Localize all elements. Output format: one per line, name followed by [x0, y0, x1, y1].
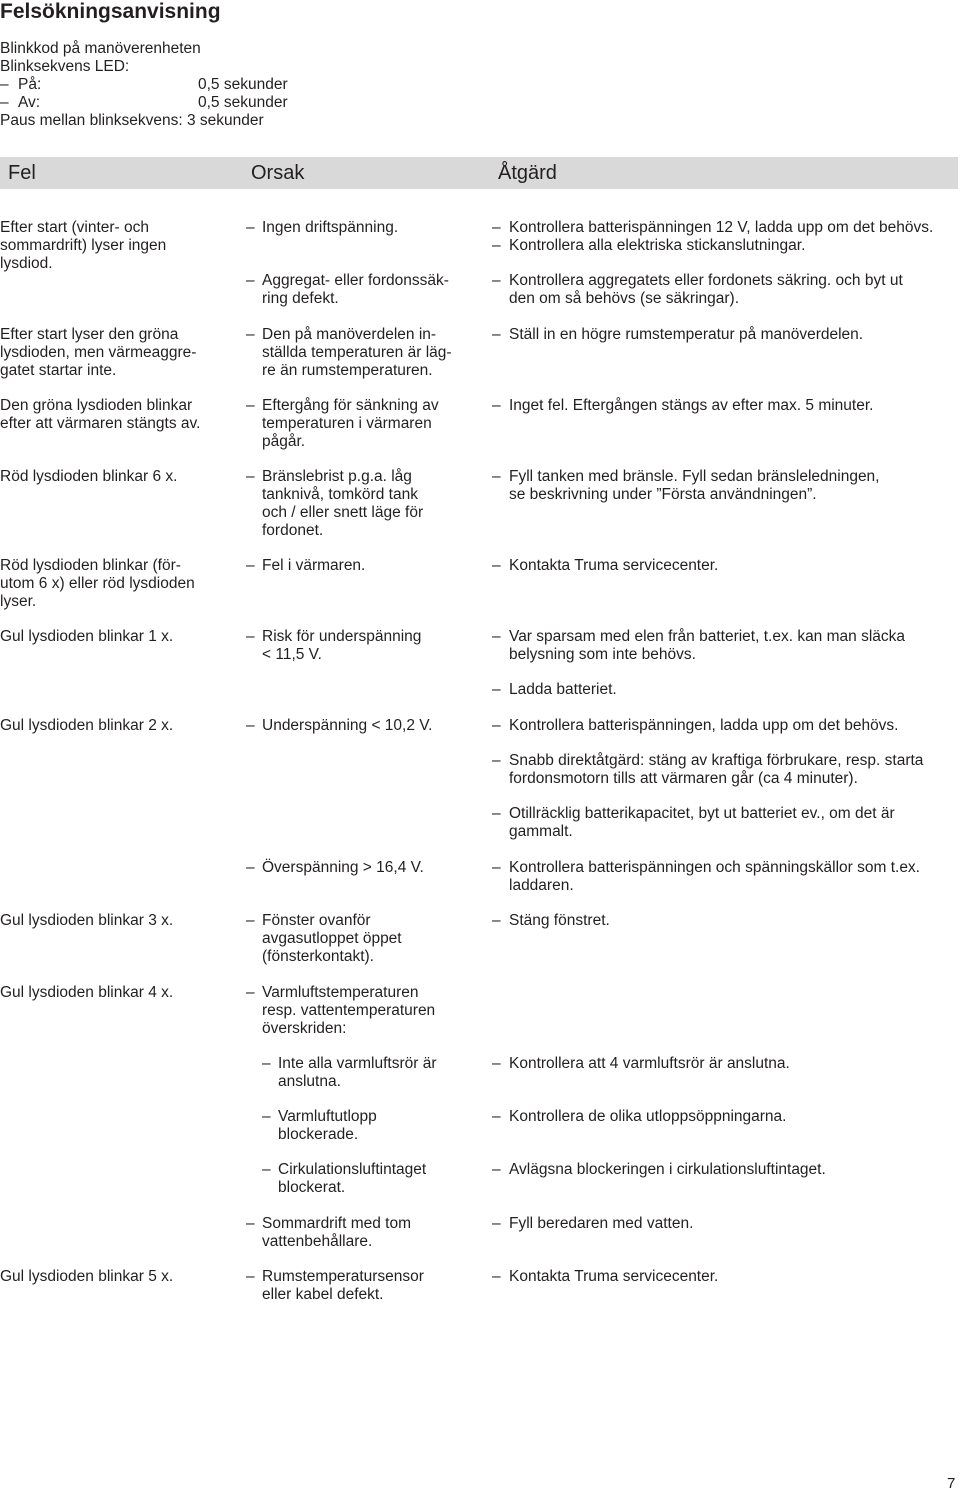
- dash-bullet: –: [492, 1055, 501, 1072]
- sub-orsak-cell: Inte alla varmluftsrör är anslutna.: [278, 1055, 437, 1090]
- orsak-cell: Risk för underspänning < 11,5 V.: [262, 628, 422, 663]
- fel-cell: Gul lysdioden blinkar 2 x.: [0, 717, 174, 734]
- dash-bullet: –: [246, 397, 255, 414]
- atgard-cell: Kontrollera aggregatets eller fordonets säkring. och byt ut den om så behövs (se säkringar).: [509, 272, 903, 307]
- intro-on-label: På:: [18, 76, 42, 93]
- fel-cell: Gul lysdioden blinkar 3 x.: [0, 912, 174, 929]
- dash-bullet: –: [246, 219, 255, 236]
- dash-bullet: –: [492, 272, 501, 289]
- dash-bullet: –: [492, 468, 501, 485]
- orsak-cell: Aggregat- eller fordonssäk- ring defekt.: [262, 272, 449, 307]
- atgard-cell: Kontrollera batterispänningen och spänningskällor som t.ex. laddaren.: [509, 859, 920, 894]
- orsak-cell: Underspänning < 10,2 V.: [262, 717, 433, 734]
- orsak-cell: Överspänning > 16,4 V.: [262, 859, 424, 876]
- fel-cell: Röd lysdioden blinkar (för- utom 6 x) eller röd lysdioden lyser.: [0, 557, 195, 610]
- header-orsak: Orsak: [251, 162, 305, 184]
- dash-bullet: –: [492, 397, 501, 414]
- fel-cell: Gul lysdioden blinkar 1 x.: [0, 628, 174, 645]
- dash-bullet: –: [492, 681, 501, 698]
- atgard-cell: Inget fel. Eftergången stängs av efter max. 5 minuter.: [509, 397, 874, 414]
- dash-bullet: –: [262, 1108, 271, 1125]
- fel-cell: Efter start (vinter- och sommardrift) lyser ingen lysdiod.: [0, 219, 167, 272]
- fel-cell: Gul lysdioden blinkar 5 x.: [0, 1268, 174, 1285]
- dash-bullet: –: [492, 859, 501, 876]
- dash-bullet: –: [492, 1268, 501, 1285]
- intro-line: Blinksekvens LED:: [0, 58, 130, 75]
- atgard-cell: Fyll tanken med bränsle. Fyll sedan bränsleledningen, se beskrivning under ”Första användningen”.: [509, 468, 880, 503]
- dash-bullet: –: [262, 1161, 271, 1178]
- dash-bullet: –: [492, 1161, 501, 1178]
- orsak-cell: Varmluftstemperaturen resp. vattentemperaturen överskriden:: [262, 984, 436, 1037]
- atgard-cell: Kontrollera de olika utloppsöppningarna.: [509, 1108, 787, 1125]
- orsak-cell: Eftergång för sänkning av temperaturen i värmaren pågår.: [262, 397, 439, 450]
- dash-bullet: –: [262, 1055, 271, 1072]
- dash-bullet: –: [492, 219, 501, 236]
- fel-cell: Röd lysdioden blinkar 6 x.: [0, 468, 178, 485]
- orsak-cell: Fel i värmaren.: [262, 557, 366, 574]
- dash-bullet: –: [492, 326, 501, 343]
- intro-line: Blinkkod på manöverenheten: [0, 40, 201, 57]
- dash-bullet: –: [0, 76, 9, 93]
- atgard-cell: Fyll beredaren med vatten.: [509, 1215, 694, 1232]
- dash-bullet: –: [492, 237, 501, 254]
- dash-bullet: –: [492, 628, 501, 645]
- fel-cell: Gul lysdioden blinkar 4 x.: [0, 984, 174, 1001]
- atgard-cell: Kontrollera att 4 varmluftsrör är anslutna.: [509, 1055, 790, 1072]
- orsak-cell: Fönster ovanför avgasutloppet öppet (fönsterkontakt).: [262, 912, 402, 965]
- atgard-cell: Snabb direktåtgärd: stäng av kraftiga förbrukare, resp. starta fordonsmotorn tills att värmaren går (ca 4 minuter).: [509, 752, 924, 787]
- dash-bullet: –: [246, 912, 255, 929]
- header-atgard: Åtgärd: [498, 162, 557, 184]
- atgard-cell: Var sparsam med elen från batteriet, t.ex. kan man släcka belysning som inte behövs.: [509, 628, 906, 663]
- intro-off-value: 0,5 sekunder: [198, 94, 288, 111]
- dash-bullet: –: [492, 1108, 501, 1125]
- dash-bullet: –: [246, 628, 255, 645]
- dash-bullet: –: [492, 912, 501, 929]
- dash-bullet: –: [492, 557, 501, 574]
- atgard-cell: Kontrollera alla elektriska stickanslutningar.: [509, 237, 806, 254]
- dash-bullet: –: [0, 94, 9, 111]
- dash-bullet: –: [246, 557, 255, 574]
- fel-cell: Efter start lyser den gröna lysdioden, men värmeaggre- gatet startar inte.: [0, 326, 197, 379]
- orsak-cell: Rumstemperatursensor eller kabel defekt.: [262, 1268, 424, 1303]
- atgard-cell: Kontrollera batterispänningen, ladda upp om det behövs.: [509, 717, 899, 734]
- dash-bullet: –: [246, 984, 255, 1001]
- atgard-cell: Avlägsna blockeringen i cirkulationsluftintaget.: [509, 1161, 826, 1178]
- page-title: Felsökningsanvisning: [0, 0, 221, 23]
- dash-bullet: –: [492, 752, 501, 769]
- orsak-cell: Sommardrift med tom vattenbehållare.: [262, 1215, 412, 1250]
- sub-orsak-cell: Varmluftutlopp blockerade.: [278, 1108, 377, 1143]
- orsak-cell: Den på manöverdelen in- ställda temperaturen är läg- re än rumstemperaturen.: [262, 326, 452, 379]
- intro-line: Paus mellan blinksekvens: 3 sekunder: [0, 112, 264, 129]
- atgard-cell: Ställ in en högre rumstemperatur på manöverdelen.: [509, 326, 864, 343]
- atgard-cell: Kontakta Truma servicecenter.: [509, 1268, 719, 1285]
- dash-bullet: –: [246, 859, 255, 876]
- dash-bullet: –: [246, 272, 255, 289]
- dash-bullet: –: [246, 717, 255, 734]
- atgard-cell: Stäng fönstret.: [509, 912, 610, 929]
- atgard-cell: Otillräcklig batterikapacitet, byt ut batteriet ev., om det är gammalt.: [509, 805, 895, 840]
- intro-off-label: Av:: [18, 94, 41, 111]
- orsak-cell: Bränslebrist p.g.a. låg tanknivå, tomkörd tank och / eller snett läge för fordonet.: [262, 468, 424, 539]
- intro-on-value: 0,5 sekunder: [198, 76, 288, 93]
- atgard-cell: Kontakta Truma servicecenter.: [509, 557, 719, 574]
- dash-bullet: –: [246, 1268, 255, 1285]
- table-header-bar: [0, 157, 958, 189]
- orsak-cell: Ingen driftspänning.: [262, 219, 399, 236]
- dash-bullet: –: [246, 326, 255, 343]
- atgard-cell: Ladda batteriet.: [509, 681, 617, 698]
- dash-bullet: –: [492, 1215, 501, 1232]
- dash-bullet: –: [492, 805, 501, 822]
- header-fel: Fel: [8, 162, 36, 184]
- sub-orsak-cell: Cirkulationsluftintaget blockerat.: [278, 1161, 427, 1196]
- dash-bullet: –: [246, 1215, 255, 1232]
- page-number: 7: [947, 1475, 956, 1492]
- fel-cell: Den gröna lysdioden blinkar efter att värmaren stängts av.: [0, 397, 201, 432]
- dash-bullet: –: [246, 468, 255, 485]
- atgard-cell: Kontrollera batterispänningen 12 V, ladda upp om det behövs.: [509, 219, 934, 236]
- dash-bullet: –: [492, 717, 501, 734]
